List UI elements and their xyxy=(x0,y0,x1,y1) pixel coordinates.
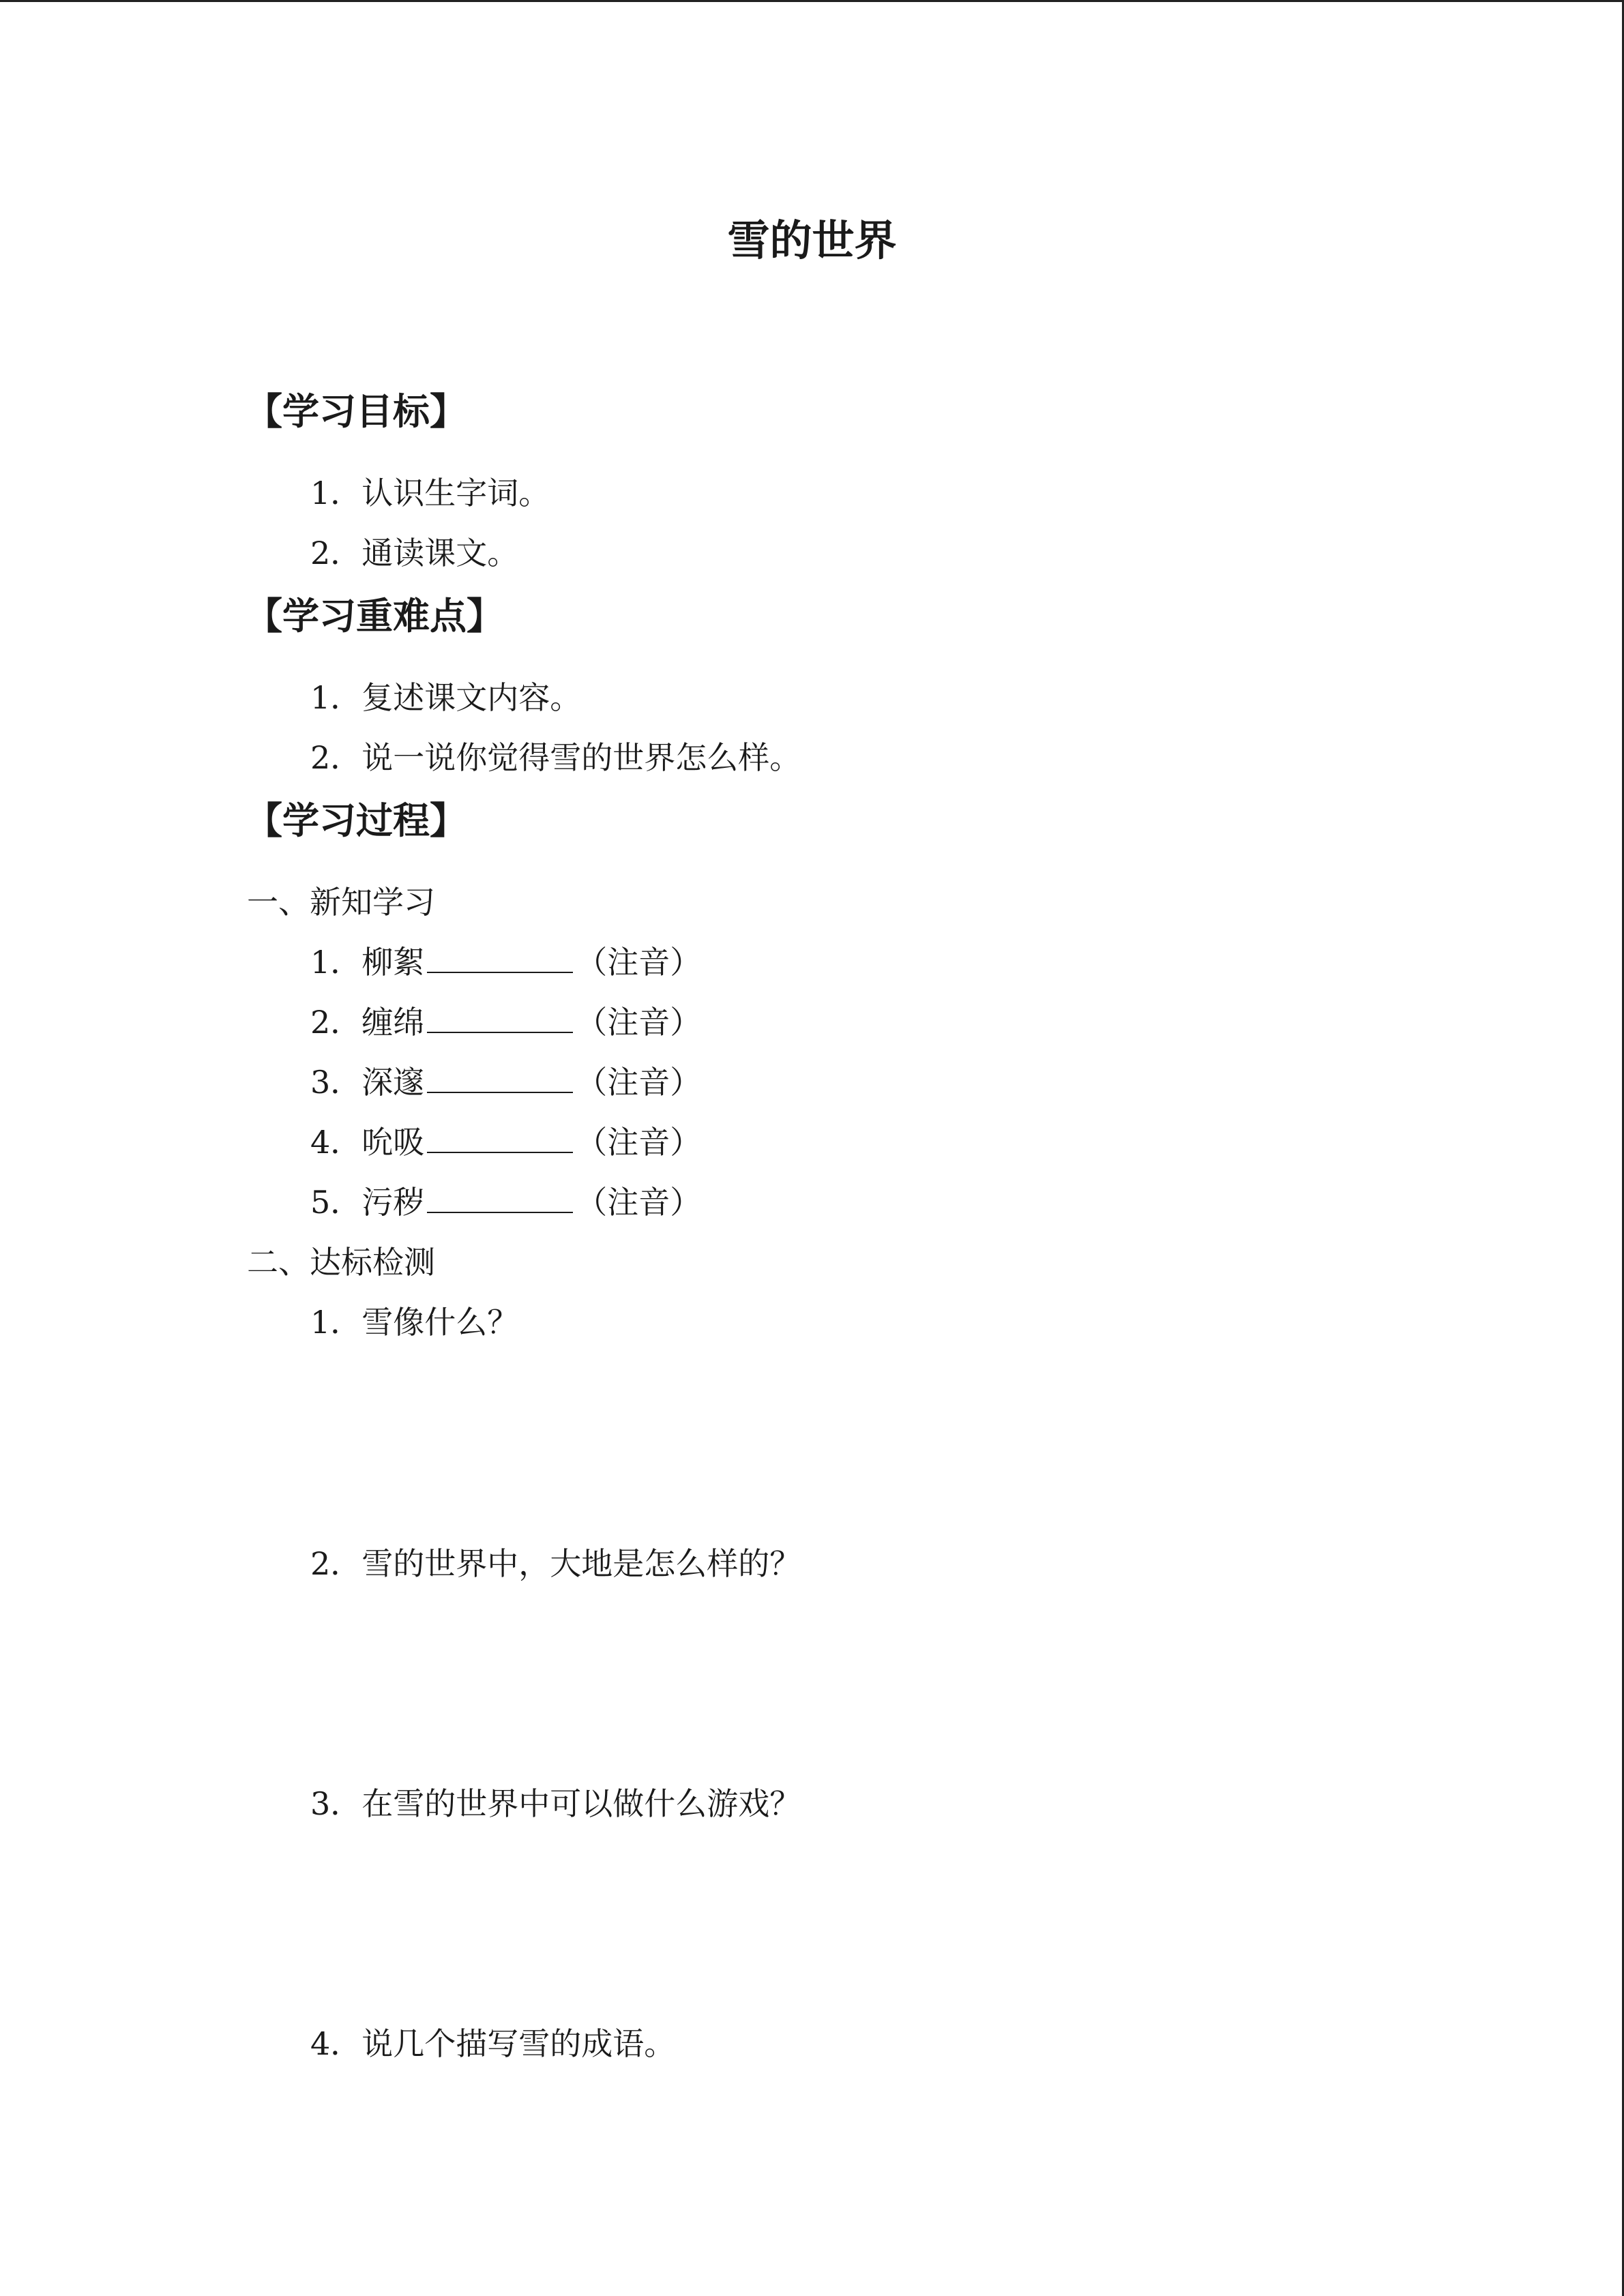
question-item: 1．雪像什么？ xyxy=(310,1304,519,1341)
answer-blank[interactable] xyxy=(427,942,573,973)
vocab-note: （注音） xyxy=(576,1184,702,1221)
vocab-note: （注音） xyxy=(576,1124,702,1161)
vocab-item xyxy=(310,1002,701,1043)
answer-blank[interactable] xyxy=(427,1122,573,1153)
answer-blank[interactable] xyxy=(427,1062,573,1093)
vocab-word: 4．吮吸 xyxy=(310,1124,425,1161)
objective-item: 1．认识生字词。 xyxy=(310,475,550,511)
vocab-note: （注音） xyxy=(576,1064,702,1101)
objective-item: 2．通读课文。 xyxy=(310,535,519,571)
process-heading: 【学习过程】 xyxy=(246,799,467,842)
vocab-item xyxy=(310,1122,701,1163)
question-item: 4．说几个描写雪的成语。 xyxy=(310,2025,676,2062)
vocab-item xyxy=(310,1182,701,1223)
vocab-word: 2．缠绵 xyxy=(310,1004,425,1041)
key-points-heading: 【学习重难点】 xyxy=(246,594,503,638)
part1-label: 一、新知学习 xyxy=(247,884,435,921)
vocab-word: 3．深邃 xyxy=(310,1064,425,1101)
vocab-note: （注音） xyxy=(576,1004,702,1041)
vocab-item xyxy=(310,1062,701,1103)
vocab-note: （注音） xyxy=(576,944,702,981)
question-item: 3．在雪的世界中可以做什么游戏？ xyxy=(310,1785,801,1822)
key-point-item: 2．说一说你觉得雪的世界怎么样。 xyxy=(310,739,801,776)
part2-label: 二、达标检测 xyxy=(247,1244,435,1281)
objectives-heading: 【学习目标】 xyxy=(246,389,467,433)
answer-blank[interactable] xyxy=(427,1002,573,1033)
vocab-word: 5．污秽 xyxy=(310,1184,425,1221)
vocab-item xyxy=(310,942,701,983)
key-point-item: 1．复述课文内容。 xyxy=(310,679,582,716)
page-title: 雪的世界 xyxy=(727,215,897,265)
vocab-word: 1．柳絮 xyxy=(310,944,425,981)
answer-blank[interactable] xyxy=(427,1182,573,1213)
question-item: 2．雪的世界中，大地是怎么样的？ xyxy=(310,1545,801,1582)
